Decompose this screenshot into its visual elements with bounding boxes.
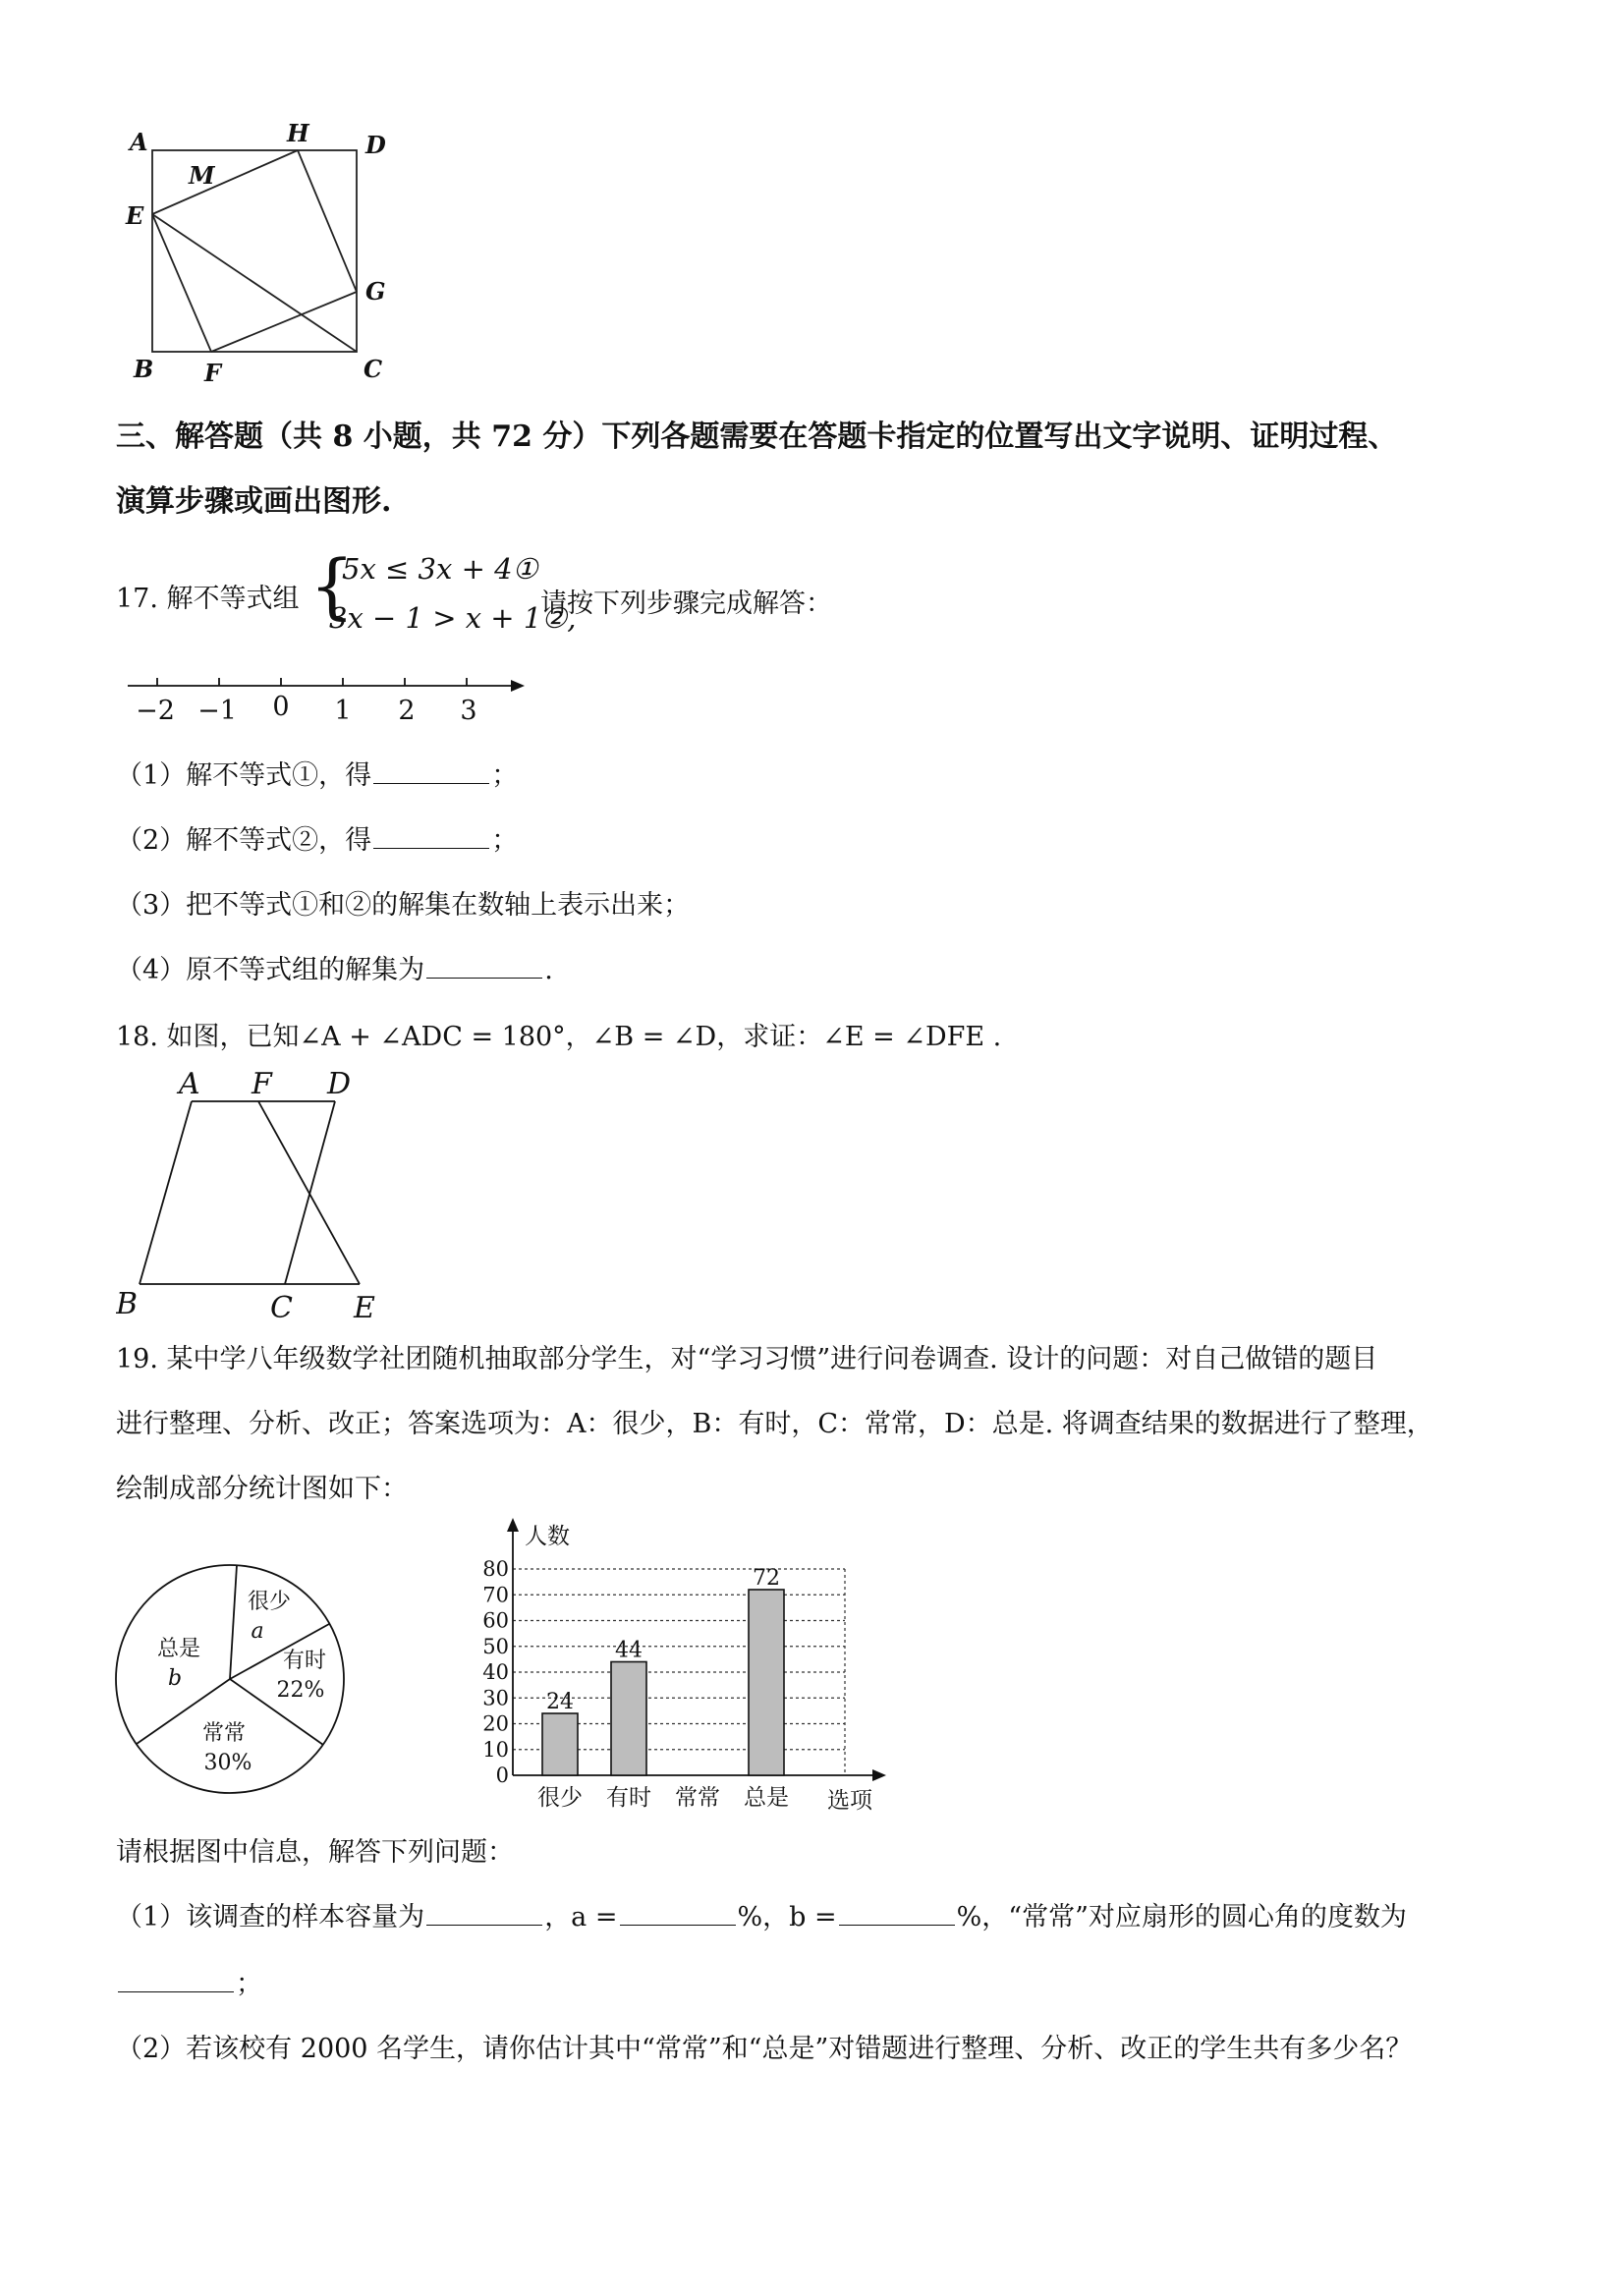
bar	[611, 1662, 646, 1776]
square-abcd	[152, 150, 357, 352]
q19-please: 请根据图中信息，解答下列问题：	[116, 1837, 514, 1868]
x-axis-label: 选项	[827, 1788, 872, 1814]
tick-1: 1	[334, 696, 352, 726]
segment-eh	[152, 150, 298, 214]
x-axis-arrow	[872, 1769, 886, 1781]
pie-label-always: 总是	[156, 1637, 201, 1661]
tick-2: 2	[398, 696, 416, 726]
q18-text: 18. 如图，已知∠A + ∠ADC = 180°，∠B = ∠D，求证：∠E = ∠DFE .	[116, 1022, 1002, 1052]
x-category-label: 常常	[675, 1785, 720, 1811]
section-heading-line2: 演算步骤或画出图形.	[116, 484, 392, 519]
y-tick-label: 0	[495, 1764, 509, 1787]
x-category-label: 有时	[606, 1785, 651, 1811]
label-e: E	[354, 1291, 375, 1321]
pie-label-rarely: 很少	[247, 1590, 292, 1614]
x-category-label: 很少	[537, 1785, 583, 1811]
label-c: C	[364, 355, 383, 383]
q19-sub1-cont: ；	[116, 1965, 262, 2004]
bar-chart	[462, 1518, 894, 1818]
q17-blank-4[interactable]	[426, 952, 542, 979]
pie-label-often: 常常	[201, 1721, 247, 1746]
q19-line1: 19. 某中学八年级数学社团随机抽取部分学生，对“学习习惯”进行问卷调查. 设计的问题：对自己做错的题目	[116, 1344, 1378, 1374]
label-g: G	[365, 277, 386, 306]
y-tick-label: 80	[482, 1557, 509, 1581]
y-tick-label: 70	[482, 1583, 509, 1607]
y-tick-label: 10	[482, 1737, 509, 1762]
y-tick-label: 30	[482, 1686, 509, 1710]
q19-sub2: （2）若该校有 2000 名学生，请你估计其中“常常”和“总是”对错题进行整理、分析、改正的学生共有多少名？	[116, 2034, 1413, 2064]
pie-chart	[108, 1557, 364, 1803]
segment-ab	[140, 1101, 192, 1284]
q17-step1: （1）解不等式①，得 ；	[116, 756, 518, 796]
q17-brace: {	[309, 544, 355, 627]
q17-blank-2[interactable]	[373, 822, 489, 849]
q19-line3: 绘制成部分统计图如下：	[116, 1474, 408, 1504]
section-heading-line1: 三、解答题（共 8 小题，共 72 分）下列各题需要在答题卡指定的位置写出文字说明、证明过程、	[116, 420, 1398, 454]
number-line-arrow	[511, 680, 525, 692]
q19-blank-b[interactable]	[839, 1899, 955, 1926]
number-line	[118, 668, 531, 737]
q19-blank-sample[interactable]	[426, 1899, 542, 1926]
y-tick-label: 40	[482, 1660, 509, 1684]
pie-divider-top	[230, 1565, 237, 1679]
label-h: H	[287, 119, 309, 147]
tick-0: 0	[272, 692, 290, 722]
q17-step2: （2）解不等式②，得 ；	[116, 821, 518, 861]
label-b: B	[116, 1287, 139, 1321]
q17-blank-1[interactable]	[373, 757, 489, 784]
label-a: A	[130, 128, 148, 156]
pie-value-often: 30%	[203, 1751, 252, 1775]
q17-suffix: 请按下列步骤完成解答：	[540, 588, 832, 619]
bar-data-label: 44	[615, 1638, 643, 1663]
y-axis-label: 人数	[525, 1524, 570, 1549]
segment-hg	[298, 150, 357, 292]
q18-figure	[116, 1066, 411, 1321]
label-f: F	[252, 1067, 272, 1101]
pie-value-rarely: a	[251, 1619, 264, 1644]
label-e: E	[126, 201, 144, 230]
y-tick-label: 50	[482, 1634, 509, 1658]
q19-line2: 进行整理、分析、改正；答案选项为：A：很少，B：有时，C：常常，D：总是. 将调查结果的数据进行了整理，	[116, 1409, 1433, 1439]
bar-data-label: 24	[546, 1690, 574, 1714]
y-tick-label: 20	[482, 1711, 509, 1736]
label-d: D	[327, 1067, 352, 1101]
q17-prefix: 17. 解不等式组	[116, 584, 300, 614]
x-category-label: 总是	[744, 1785, 789, 1811]
pie-value-always: b	[167, 1666, 183, 1691]
segment-ec	[152, 214, 357, 352]
segment-fe	[258, 1101, 360, 1284]
y-tick-label: 60	[482, 1608, 509, 1633]
label-a: A	[179, 1067, 200, 1101]
q17-step4: （4）原不等式组的解集为 .	[116, 951, 553, 990]
bar-chart-bars	[542, 1590, 784, 1775]
q17-step3: （3）把不等式①和②的解集在数轴上表示出来；	[116, 890, 691, 921]
tick-minus1: −1	[197, 696, 237, 726]
q17-inequality-1: 5x ≤ 3x + 4①	[342, 552, 538, 586]
label-c: C	[270, 1291, 293, 1321]
tick-minus2: −2	[136, 696, 175, 726]
label-b: B	[134, 355, 154, 383]
q19-blank-a[interactable]	[620, 1899, 736, 1926]
bar	[542, 1713, 578, 1775]
bar-data-label: 72	[753, 1566, 780, 1591]
label-f: F	[204, 359, 222, 387]
pie-value-sometimes: 22%	[276, 1678, 325, 1703]
pie-label-sometimes: 有时	[282, 1649, 327, 1673]
y-axis-arrow	[507, 1518, 519, 1532]
q17-inequality-2: 3x − 1 > x + 1②,	[329, 601, 577, 635]
label-d: D	[365, 131, 386, 159]
bar	[749, 1590, 784, 1775]
label-m: M	[189, 161, 215, 190]
square-figure	[118, 118, 413, 393]
tick-3: 3	[460, 696, 477, 726]
segment-gf	[211, 292, 357, 352]
q19-sub1: （1）该调查的样本容量为 ，a = %，b = %，“常常”对应扇形的圆心角的度数为	[116, 1898, 1407, 1937]
q19-blank-angle[interactable]	[118, 1966, 234, 1992]
